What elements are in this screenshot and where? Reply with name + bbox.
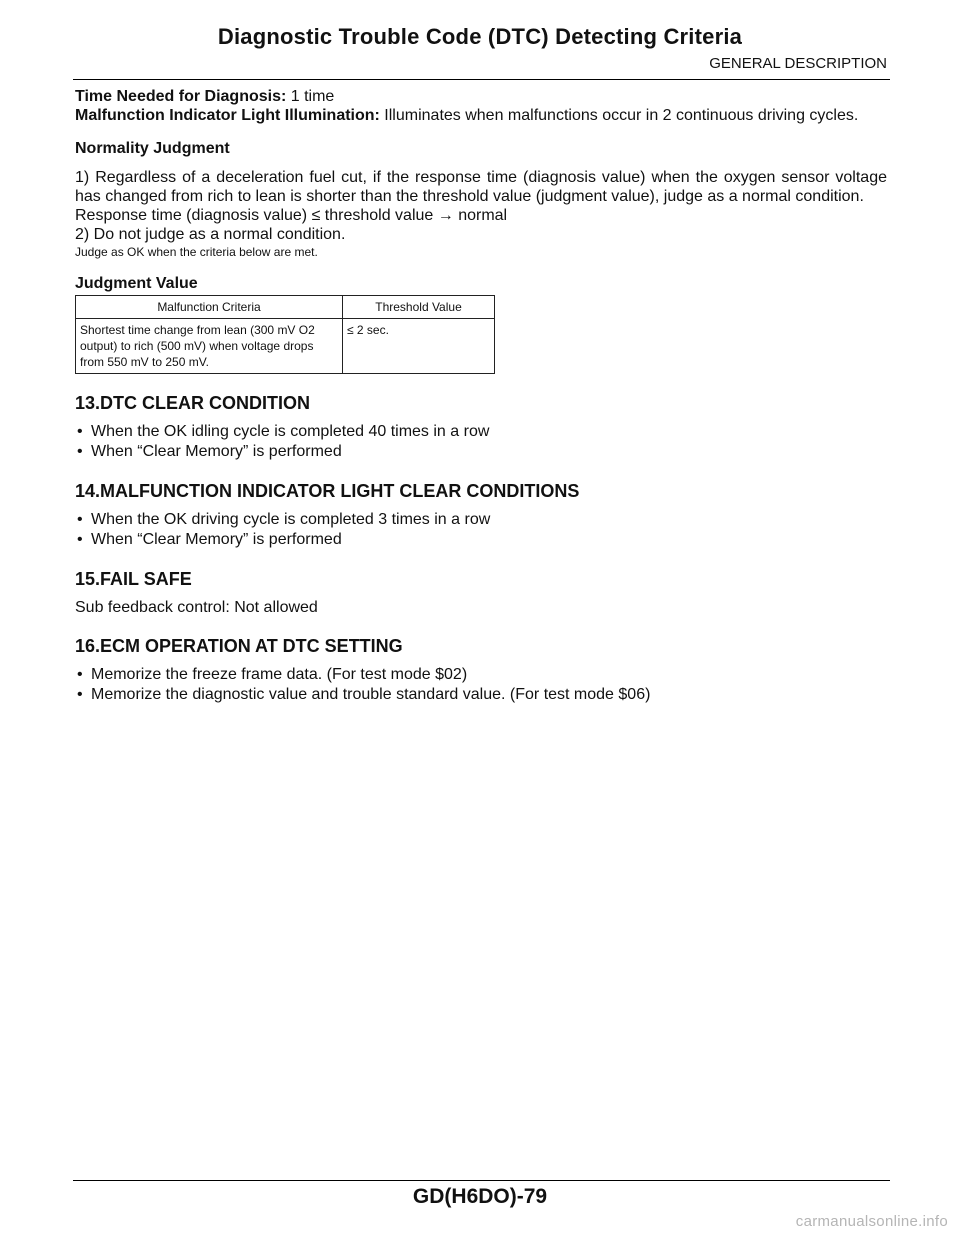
column-header-criteria: Malfunction Criteria bbox=[76, 296, 343, 319]
section-13-title: 13.DTC CLEAR CONDITION bbox=[75, 393, 311, 413]
page-number: GD(H6DO)-79 bbox=[412, 1185, 548, 1208]
column-header-threshold: Threshold Value bbox=[343, 296, 495, 319]
watermark[interactable]: carmanualsonline.info bbox=[795, 1213, 948, 1230]
time-needed-line bbox=[75, 87, 887, 106]
section-16-list bbox=[75, 665, 887, 705]
normality-formula: Response time (diagnosis value) ≤ threshold value → normal bbox=[75, 207, 508, 224]
mil-illumination-label: Malfunction Indicator Light Illumination: bbox=[75, 107, 380, 124]
normality-note: Judge as OK when the criteria below are met. bbox=[75, 245, 318, 259]
time-needed-value: 1 time bbox=[286, 88, 335, 105]
table-cell-threshold: ≤ 2 sec. bbox=[343, 319, 495, 374]
section-14-list bbox=[75, 510, 887, 550]
list-item: • When “Clear Memory” is performed bbox=[77, 443, 342, 460]
page-content bbox=[75, 87, 887, 705]
section-14-title: 14.MALFUNCTION INDICATOR LIGHT CLEAR CONDITIONS bbox=[75, 481, 580, 501]
bullet-icon: • bbox=[77, 686, 83, 703]
normality-paragraph-1: 1) Regardless of a deceleration fuel cut, if the response time (diagnosis value) when the oxygen sensor voltage has changed from rich to lean is shorter than the threshold value (judgment value), judge as a normal condition. bbox=[75, 169, 887, 205]
bullet-icon: • bbox=[77, 423, 83, 440]
table-header-row bbox=[76, 296, 495, 319]
header-rule bbox=[73, 79, 890, 80]
normality-paragraph-2: 2) Do not judge as a normal condition. bbox=[75, 226, 346, 243]
section-15-text: Sub feedback control: Not allowed bbox=[75, 599, 318, 616]
bullet-icon: • bbox=[77, 511, 83, 528]
mil-illumination-line bbox=[75, 106, 887, 125]
section-13-list bbox=[75, 422, 887, 462]
judgment-heading: Judgment Value bbox=[75, 275, 198, 292]
list-item: • When the OK idling cycle is completed 40 times in a row bbox=[77, 423, 490, 440]
list-item: • Memorize the freeze frame data. (For test mode $02) bbox=[77, 666, 468, 683]
time-needed-label: Time Needed for Diagnosis: bbox=[75, 88, 287, 105]
list-item: • Memorize the diagnostic value and trouble standard value. (For test mode $06) bbox=[77, 686, 651, 703]
judgment-table bbox=[75, 295, 495, 374]
section-label: GENERAL DESCRIPTION bbox=[709, 55, 887, 72]
section-15-title: 15.FAIL SAFE bbox=[75, 569, 192, 589]
table-cell-criteria: Shortest time change from lean (300 mV O2 output) to rich (500 mV) when voltage drops from 550 mV to 250 mV. bbox=[76, 319, 343, 374]
list-item: • When “Clear Memory” is performed bbox=[77, 531, 342, 548]
bullet-icon: • bbox=[77, 443, 83, 460]
bullet-icon: • bbox=[77, 531, 83, 548]
page-title: Diagnostic Trouble Code (DTC) Detecting Criteria bbox=[217, 24, 743, 49]
footer-rule bbox=[73, 1180, 890, 1181]
bullet-icon: • bbox=[77, 666, 83, 683]
section-16-title: 16.ECM OPERATION AT DTC SETTING bbox=[75, 636, 403, 656]
list-item: • When the OK driving cycle is completed 3 times in a row bbox=[77, 511, 491, 528]
mil-illumination-value: Illuminates when malfunctions occur in 2 continuous driving cycles. bbox=[379, 107, 859, 124]
table-row bbox=[76, 319, 495, 374]
normality-heading: Normality Judgment bbox=[75, 140, 230, 157]
